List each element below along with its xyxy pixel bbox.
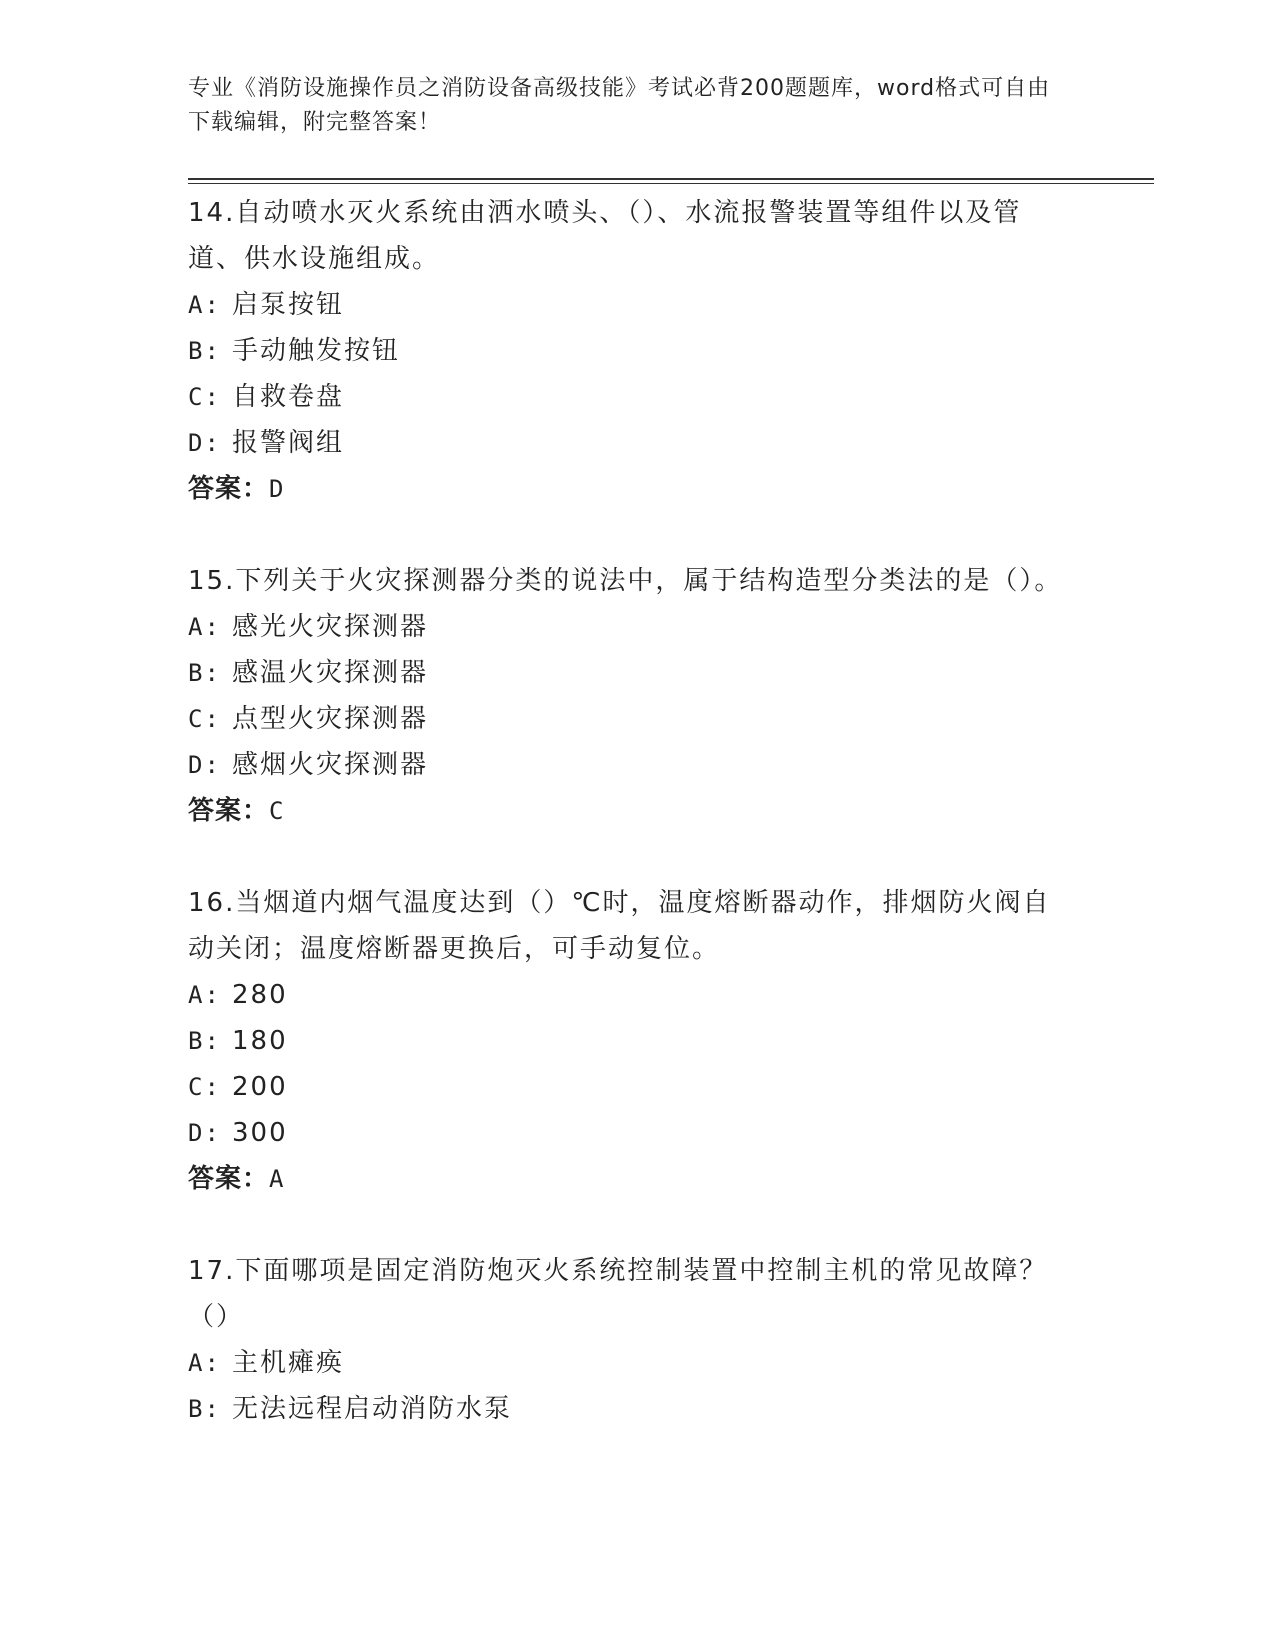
option-a <box>188 972 1068 1018</box>
question-14 <box>188 190 1068 512</box>
option-key: D: <box>188 1119 221 1147</box>
option-a <box>188 282 1068 328</box>
option-b <box>188 1386 1068 1432</box>
option-text: 自救卷盘 <box>232 382 345 412</box>
option-key: B: <box>188 337 221 365</box>
question-stem: 15.下列关于火灾探测器分类的说法中，属于结构造型分类法的是（）。 <box>188 566 1063 596</box>
option-text: 200 <box>232 1072 288 1102</box>
option-text: 无法远程启动消防水泵 <box>232 1394 513 1424</box>
option-text: 280 <box>232 980 288 1010</box>
option-b <box>188 328 1068 374</box>
answer-label: 答案： <box>188 796 270 826</box>
question-17 <box>188 1248 1068 1432</box>
header-divider <box>188 178 1154 180</box>
option-d <box>188 420 1068 466</box>
answer-line <box>188 1156 1068 1202</box>
answer-value: C <box>269 797 285 825</box>
option-text: 感烟火灾探测器 <box>232 750 429 780</box>
option-text: 点型火灾探测器 <box>232 704 429 734</box>
header-divider-thin <box>188 183 1154 184</box>
question-stem: 16.当烟道内烟气温度达到（）℃时，温度熔断器动作，排烟防火阀自动关闭；温度熔断器更换后，可手动复位。 <box>188 888 1051 964</box>
option-d <box>188 742 1068 788</box>
option-key: B: <box>188 1027 221 1055</box>
option-key: C: <box>188 705 221 733</box>
option-a <box>188 1340 1068 1386</box>
option-text: 报警阀组 <box>232 428 345 458</box>
question-15 <box>188 558 1068 834</box>
answer-line <box>188 466 1068 512</box>
option-text: 感温火灾探测器 <box>232 658 429 688</box>
option-key: B: <box>188 1395 221 1423</box>
option-text: 手动触发按钮 <box>232 336 401 366</box>
option-b <box>188 650 1068 696</box>
option-key: A: <box>188 613 221 641</box>
answer-value: A <box>269 1165 285 1193</box>
option-text: 感光火灾探测器 <box>232 612 429 642</box>
option-text: 主机瘫痪 <box>232 1348 345 1378</box>
option-text: 180 <box>232 1026 288 1056</box>
option-key: A: <box>188 291 221 319</box>
option-text: 300 <box>232 1118 288 1148</box>
option-c <box>188 1064 1068 1110</box>
option-a <box>188 604 1068 650</box>
document-header <box>188 72 1068 140</box>
question-stem: 17.下面哪项是固定消防炮灭火系统控制装置中控制主机的常见故障？（） <box>188 1256 1048 1332</box>
document-title: 专业《消防设施操作员之消防设备高级技能》考试必背200题题库，word格式可自由下载编辑，附完整答案！ <box>188 76 1051 135</box>
option-key: A: <box>188 1349 221 1377</box>
question-stem: 14.自动喷水灭火系统由洒水喷头、（）、水流报警装置等组件以及管道、供水设施组成。 <box>188 198 1022 274</box>
answer-line <box>188 788 1068 834</box>
option-key: D: <box>188 429 221 457</box>
option-d <box>188 1110 1068 1156</box>
option-key: C: <box>188 1073 221 1101</box>
question-list <box>188 190 1068 1478</box>
option-key: B: <box>188 659 221 687</box>
answer-value: D <box>269 475 285 503</box>
option-c <box>188 374 1068 420</box>
answer-label: 答案： <box>188 1164 270 1194</box>
option-key: C: <box>188 383 221 411</box>
option-c <box>188 696 1068 742</box>
option-key: D: <box>188 751 221 779</box>
option-text: 启泵按钮 <box>232 290 345 320</box>
answer-label: 答案： <box>188 474 270 504</box>
option-key: A: <box>188 981 221 1009</box>
question-16 <box>188 880 1068 1202</box>
option-b <box>188 1018 1068 1064</box>
